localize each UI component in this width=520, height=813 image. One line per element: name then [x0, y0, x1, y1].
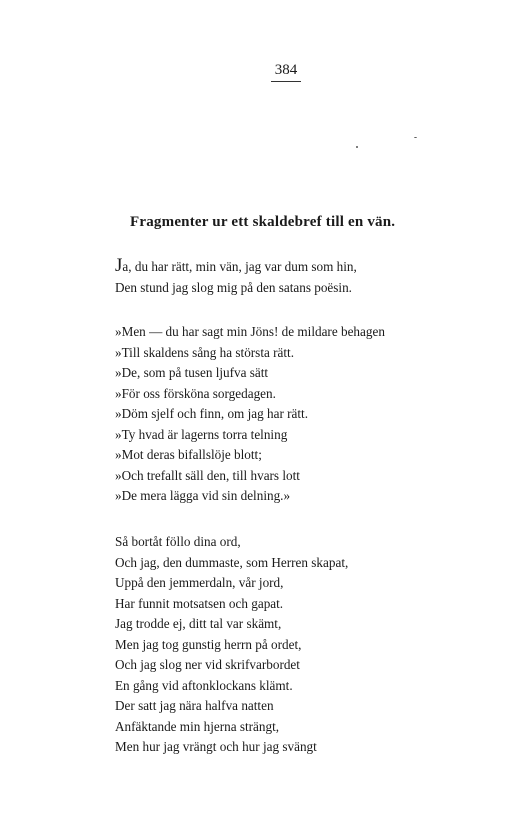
verse-line: »De, som på tusen ljufva sätt [115, 365, 269, 380]
verse-line: »För oss försköna sorgedagen. [115, 385, 276, 401]
verse-line-text: a, du har rätt, min vän, jag var dum som hin, [122, 259, 357, 274]
verse-line [115, 256, 357, 278]
initial-letter: J [115, 255, 123, 276]
stanza-2 [115, 322, 385, 507]
page-number-text: 384 [271, 62, 302, 82]
verse-line: »Mot deras bifallslöje blott; [115, 447, 262, 462]
verse-line: Uppå den jemmerdaln, vår jord, [115, 575, 284, 590]
verse-line: Der satt jag nära halfva natten [115, 698, 274, 713]
verse-line: Och jag slog ner vid skrifvarbordet [115, 657, 300, 672]
stanza-3 [115, 532, 348, 758]
verse-line: »Döm sjelf och finn, om jag har rätt. [115, 406, 309, 421]
verse-line: »De mera lägga vid sin delning.» [115, 488, 291, 503]
verse-line: Jag trodde ej, ditt tal var skämt, [115, 616, 282, 631]
verse-line: Har funnit motsatsen och gapat. [115, 595, 284, 611]
verse-line: Men hur jag vrängt och hur jag svängt [115, 739, 317, 754]
poem-title: Fragmenter ur ett skaldebref till en vän. [130, 214, 396, 230]
verse-line: En gång vid aftonklockans klämt. [115, 677, 293, 693]
verse-line: »Till skaldens sång ha största rätt. [115, 344, 294, 360]
verse-line: Anfäktande min hjerna strängt, [115, 718, 280, 734]
page-number [0, 62, 520, 82]
verse-line: Så bortåt föllo dina ord, [115, 534, 241, 549]
stanza-1 [115, 256, 357, 298]
verse-line: »Och trefallt säll den, till hvars lott [115, 467, 300, 483]
print-speck [414, 137, 417, 138]
verse-line: Den stund jag slog mig på den satans poësin. [115, 279, 352, 295]
verse-line: »Men — du har sagt min Jöns! de mildare behagen [115, 324, 385, 339]
print-speck [356, 146, 358, 148]
verse-line: »Ty hvad är lagerns torra telning [115, 426, 288, 442]
verse-line: Men jag tog gunstig herrn på ordet, [115, 636, 302, 652]
verse-line: Och jag, den dummaste, som Herren skapat, [115, 554, 349, 570]
